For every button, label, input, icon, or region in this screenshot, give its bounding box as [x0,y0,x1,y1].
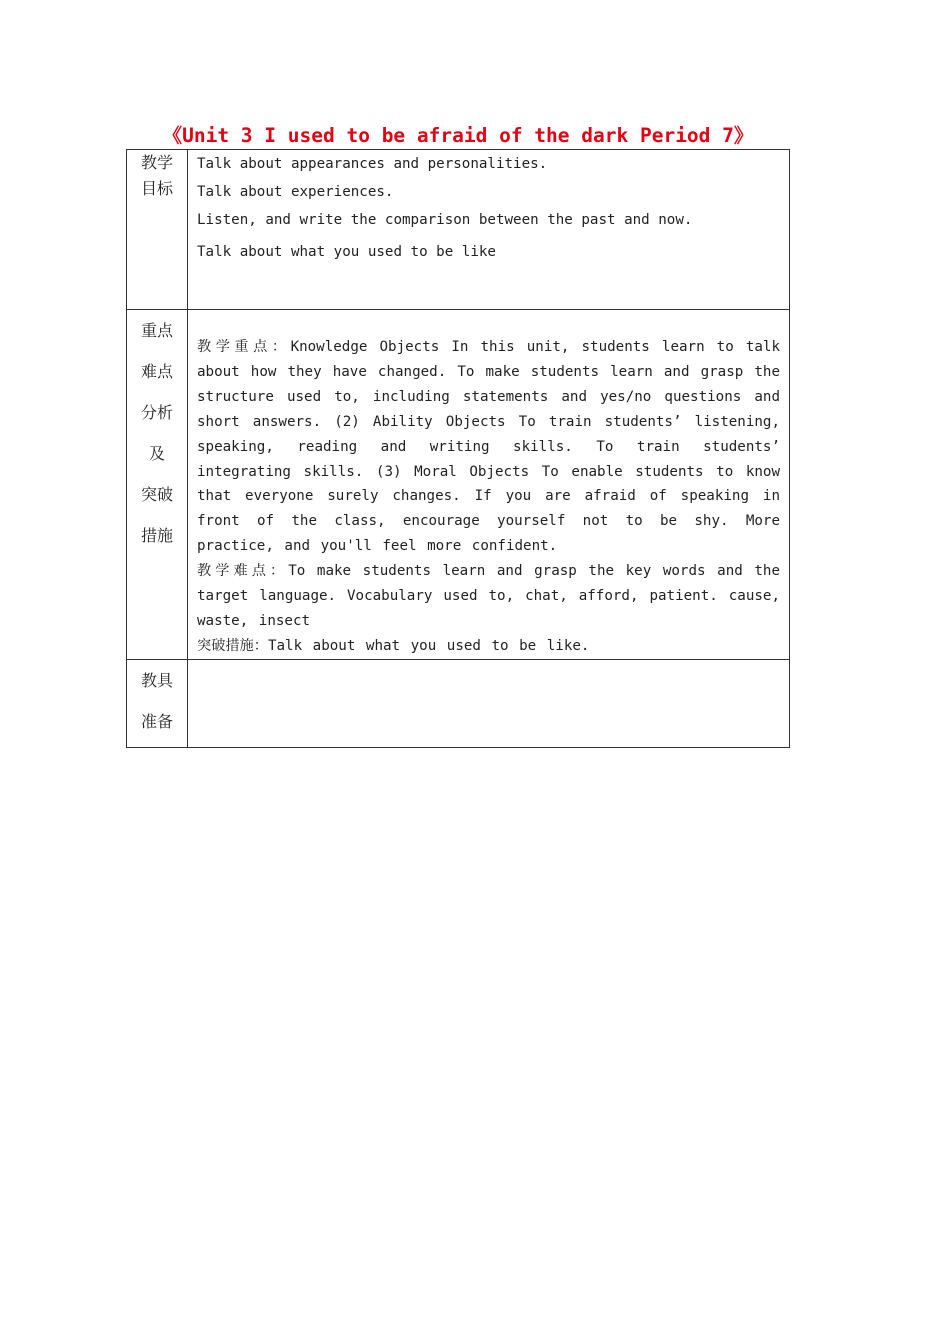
analysis-label [127,310,188,660]
analysis-label-line: 难点 [140,362,173,381]
analysis-label-line: 措施 [140,526,173,545]
objective-item: Listen, and write the comparison between the past and now. [197,212,693,228]
difficulties-text: To make students learn and grasp the key words and the target language. Vocabulary used to, chat, afford, patient. cause, waste, insect [197,563,780,629]
objective-item: Talk about experiences. [197,184,394,200]
materials-label [127,659,188,747]
lesson-plan-table [126,149,790,748]
key-points-paragraph [197,335,780,559]
objectives-row [127,150,790,310]
objective-item: Talk about what you used to be like [197,244,496,260]
objectives-content [188,150,790,310]
analysis-label-line: 及 [148,444,165,463]
analysis-label-line: 重点 [140,321,173,340]
materials-row [127,659,790,747]
materials-label-line: 准备 [140,711,173,731]
difficulties-paragraph [197,559,780,634]
measures-label: 突破措施： [197,637,268,654]
document-title: 《Unit 3 I used to be afraid of the dark Period 7》 [162,124,754,147]
analysis-label-line: 突破 [140,485,173,504]
objectives-label-line: 教学 [140,153,173,172]
measures-paragraph [197,634,780,659]
key-points-text: Knowledge Objects In this unit, students learn to talk about how they have changed. To make students learn and grasp the structure used to, including statements and yes/no questions and short answers. (2) Ability Objects To train students’ listening, speaking, reading and writing skills. To train students’ integrating skills. (3) Moral Objects To enable students to know that everyone surely changes. If you are afraid of speaking in front of the class, encourage yourself not to be shy. More practice, and you'll feel more confident. [197,339,780,555]
objectives-label-line: 目标 [140,179,173,198]
materials-label-line: 教具 [140,670,173,690]
difficulties-label: 教学难点： [197,563,289,580]
analysis-label-line: 分析 [140,403,173,422]
analysis-content [188,310,790,660]
measures-text: Talk about what you used to be like. [267,637,590,654]
objective-item: Talk about appearances and personalities. [197,156,548,172]
materials-content [188,659,790,747]
analysis-row [127,310,790,660]
objectives-label [127,150,188,310]
key-points-label: 教学重点： [197,339,291,355]
